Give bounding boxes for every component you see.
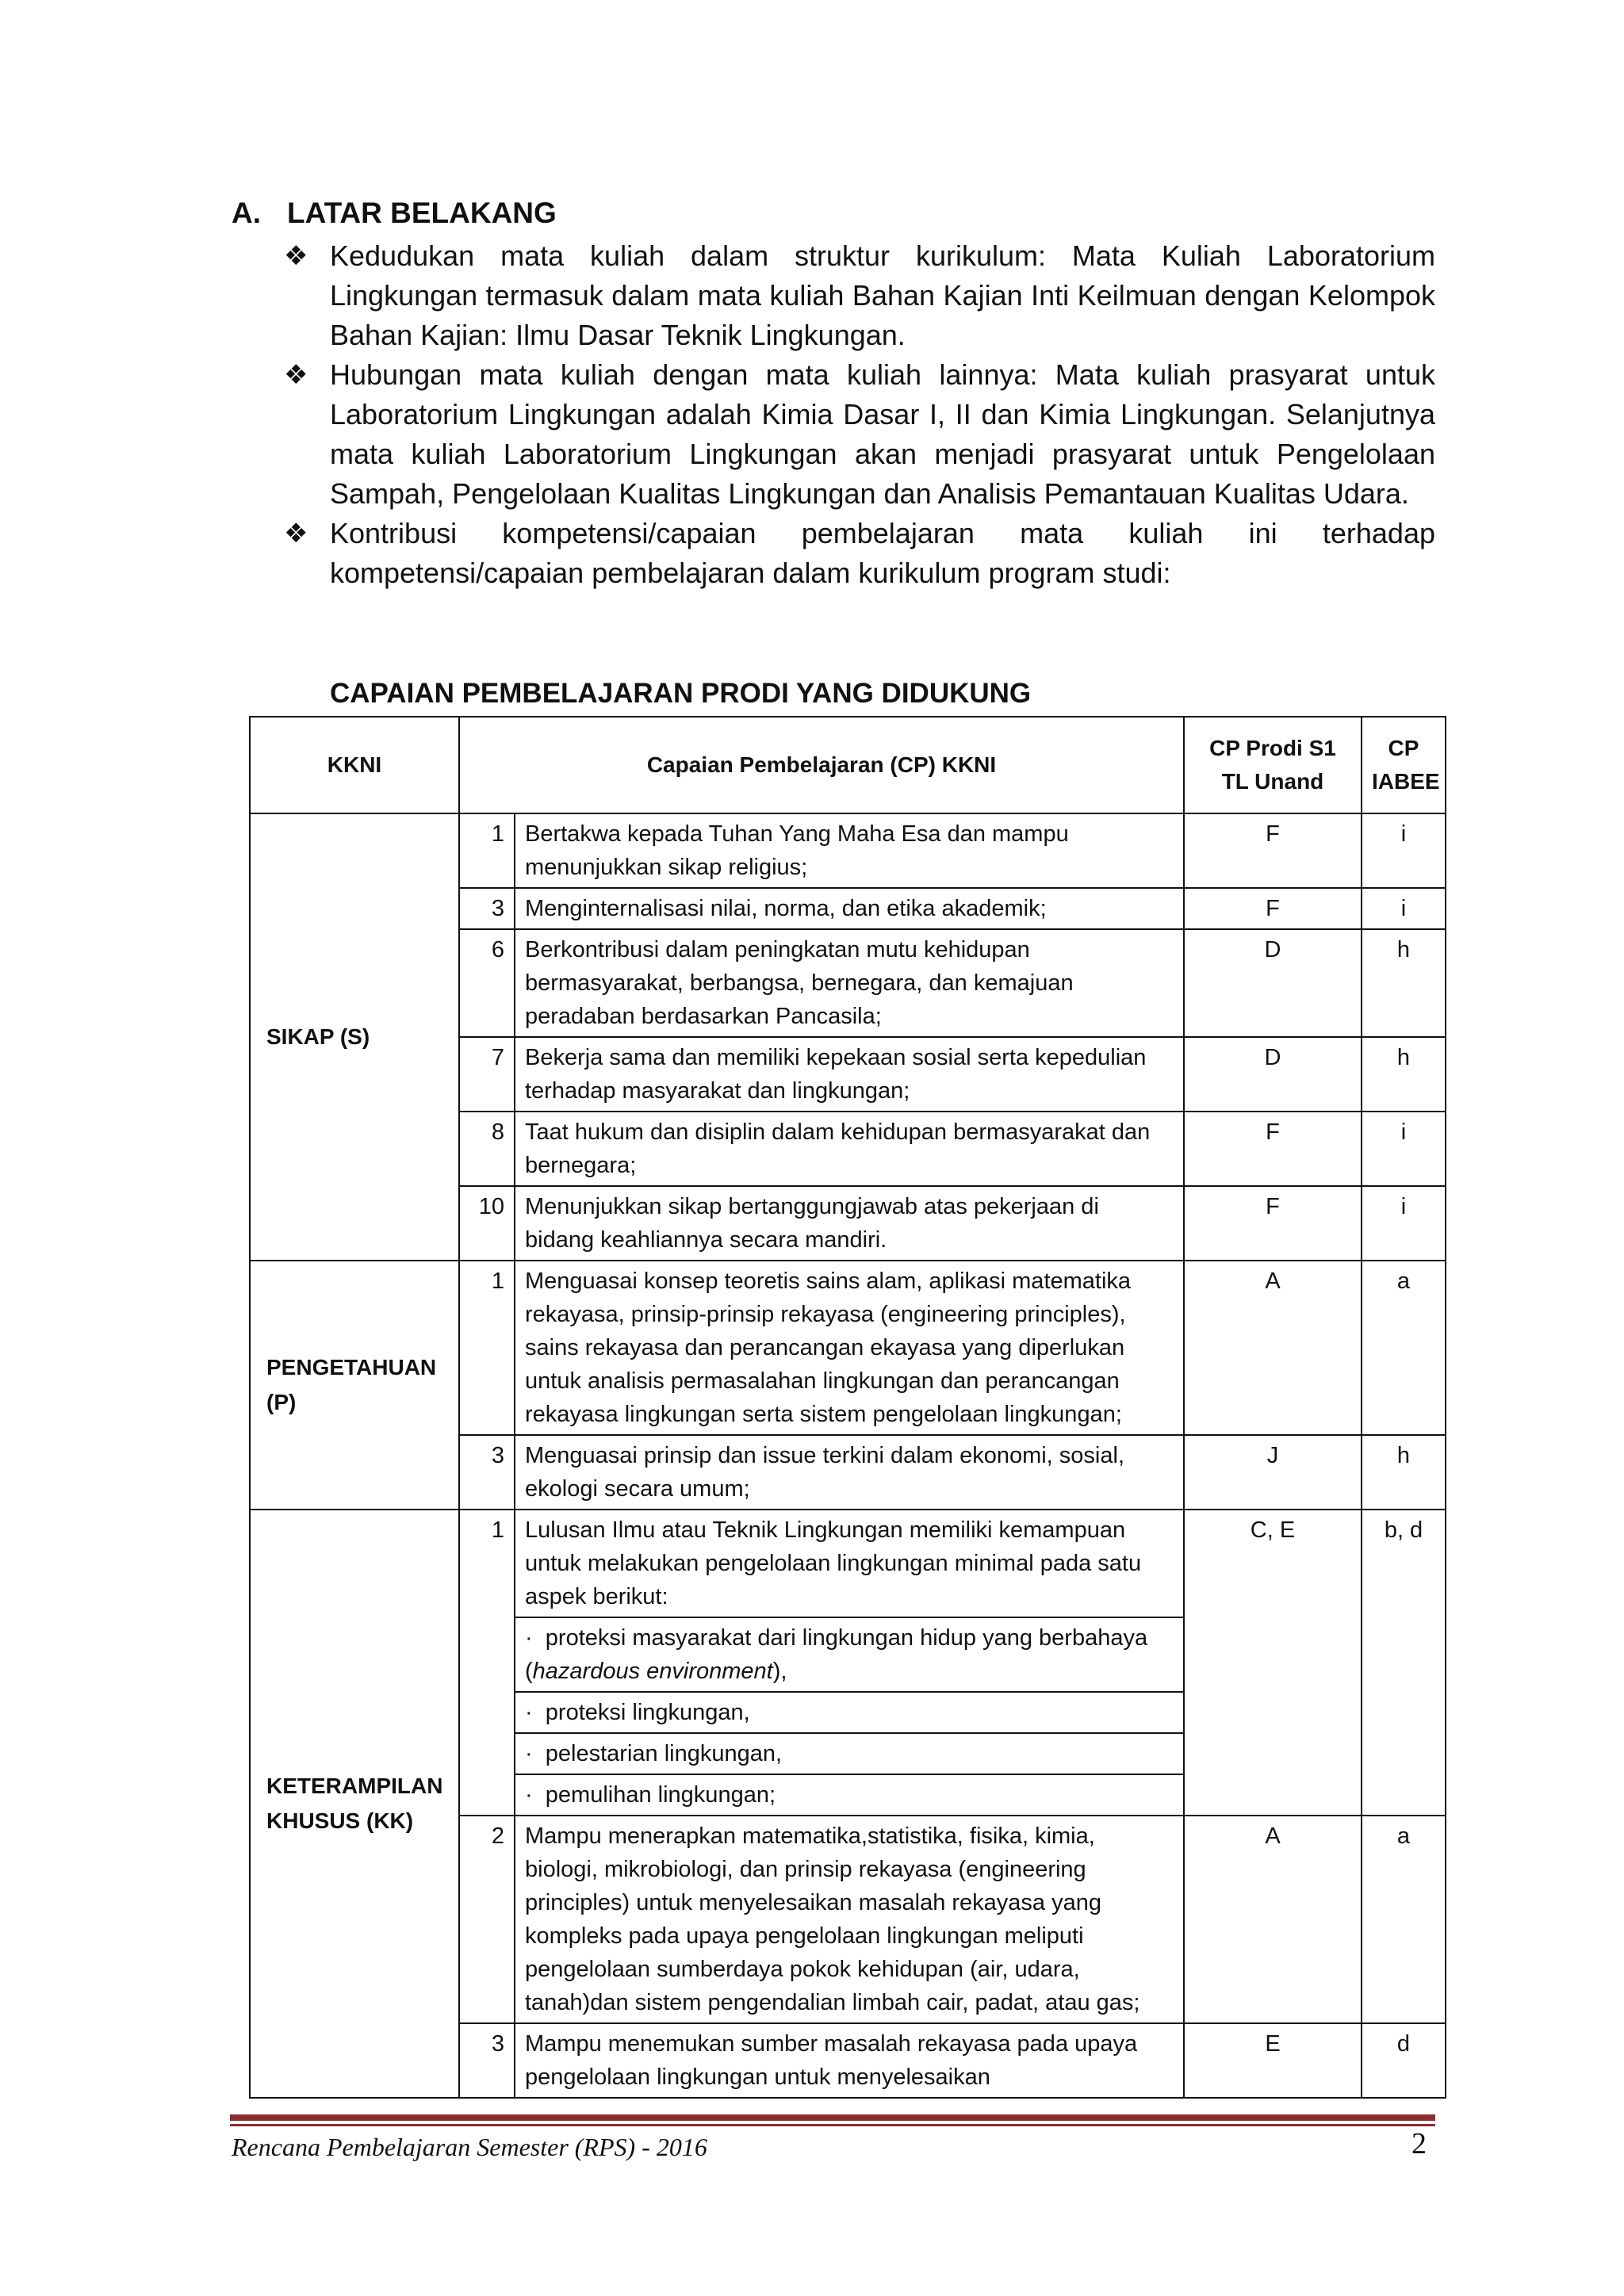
table-row (250, 1261, 1446, 1435)
row-description: Menunjukkan sikap bertanggungjawab atas pekerjaan di bidang keahliannya secara mandiri. (515, 1186, 1184, 1261)
row-description: Lulusan Ilmu atau Teknik Lingkungan memiliki kemampuan untuk melakukan pengelolaan lingkungan minimal pada satu aspek berikut: (515, 1510, 1184, 1617)
row-number: 10 (459, 1186, 515, 1261)
row-number: 1 (459, 1510, 515, 1816)
cp-table (249, 716, 1446, 2099)
header-cp-prodi-line2: TL Unand (1221, 769, 1324, 794)
sub-item-description (515, 1733, 1184, 1774)
section-title: LATAR BELAKANG (287, 197, 557, 229)
row-number: 1 (459, 1261, 515, 1435)
diamond-bullet-icon: ❖ (284, 241, 308, 271)
section-heading (232, 197, 557, 230)
row-description: Mampu menemukan sumber masalah rekayasa pada upaya pengelolaan lingkungan untuk menyelesaikan (515, 2023, 1184, 2098)
row-cp-iabee: i (1362, 1186, 1446, 1261)
row-cp-prodi: F (1184, 1112, 1362, 1186)
row-cp-iabee: b, d (1362, 1510, 1446, 1816)
bullet-text: Hubungan mata kuliah dengan mata kuliah lainnya: Mata kuliah prasyarat untuk Laboratorium Lingkungan adalah Kimia Dasar I, II dan Kimia Lingkungan. Selanjutnya mata kuliah Laboratorium Lingkungan akan menjadi prasyarat untuk Pengelolaan Sampah, Pengelolaan Kualitas Lingkungan dan Analisis Pemantauan Kualitas Udara. (330, 358, 1435, 510)
row-number: 6 (459, 929, 515, 1037)
group-pengetahuan-line2: (P) (266, 1390, 297, 1414)
row-number: 1 (459, 813, 515, 888)
sub-item-text: pelestarian lingkungan, (545, 1741, 783, 1766)
dot-bullet-icon: · (525, 1782, 533, 1808)
group-keterampilan-line2: KHUSUS (KK) (266, 1808, 414, 1833)
bullet-item (284, 355, 1435, 514)
dot-bullet-icon: · (525, 1625, 533, 1651)
row-description: Taat hukum dan disiplin dalam kehidupan bermasyarakat dan bernegara; (515, 1112, 1184, 1186)
section-letter: A. (232, 197, 261, 229)
row-cp-iabee: d (1362, 2023, 1446, 2098)
row-description: Menguasai prinsip dan issue terkini dalam ekonomi, sosial, ekologi secara umum; (515, 1435, 1184, 1510)
row-number: 3 (459, 1435, 515, 1510)
sub-item-description (515, 1774, 1184, 1816)
row-cp-iabee: i (1362, 1112, 1446, 1186)
diamond-bullet-icon: ❖ (284, 360, 308, 390)
header-cp-prodi (1184, 717, 1362, 813)
row-cp-prodi: E (1184, 2023, 1362, 2098)
row-cp-prodi: J (1184, 1435, 1362, 1510)
bullet-text: Kontribusi kompetensi/capaian pembelajaran mata kuliah ini terhadap kompetensi/capaian pembelajaran dalam kurikulum program studi: (330, 517, 1435, 589)
row-cp-iabee: h (1362, 929, 1446, 1037)
row-cp-prodi: A (1184, 1816, 1362, 2023)
group-keterampilan-line1: KETERAMPILAN (266, 1774, 443, 1798)
group-pengetahuan-line1: PENGETAHUAN (266, 1355, 437, 1380)
row-number: 8 (459, 1112, 515, 1186)
header-cp-iabee-line1: CP (1388, 736, 1419, 760)
bullet-item (284, 514, 1435, 593)
bullet-list (284, 236, 1435, 593)
footer-rule-thick (230, 2114, 1435, 2121)
dot-bullet-icon: · (525, 1700, 533, 1725)
row-description: Bekerja sama dan memiliki kepekaan sosial serta kepedulian terhadap masyarakat dan lingkungan; (515, 1037, 1184, 1112)
row-cp-iabee: i (1362, 813, 1446, 888)
row-description: Menguasai konsep teoretis sains alam, aplikasi matematika rekayasa, prinsip-prinsip rekayasa (engineering principles), sains rekayasa dan perancangan ekayasa yang diperlukan untuk analisis permasalahan lingkungan dan perancangan rekayasa lingkungan serta sistem pengelolaan lingkungan; (515, 1261, 1184, 1435)
header-cp-kkni: Capaian Pembelajaran (CP) KKNI (459, 717, 1184, 813)
bullet-text: Kedudukan mata kuliah dalam struktur kurikulum: Mata Kuliah Laboratorium Lingkungan termasuk dalam mata kuliah Bahan Kajian Inti Keilmuan dengan Kelompok Bahan Kajian: Ilmu Dasar Teknik Lingkungan. (330, 239, 1435, 351)
row-description: Mampu menerapkan matematika,statistika, fisika, kimia, biologi, mikrobiologi, dan prinsip rekayasa (engineering principles) untuk menyelesaikan masalah rekayasa yang kompleks pada upaya pengelolaan lingkungan meliputi pengelolaan sumberdaya pokok kehidupan (air, udara, tanah)dan sistem pengendalian limbah cair, padat, atau gas; (515, 1816, 1184, 2023)
row-cp-prodi: D (1184, 929, 1362, 1037)
group-keterampilan-khusus (250, 1510, 459, 2098)
table-header-row (250, 717, 1446, 813)
footer-title: Rencana Pembelajaran Semester (RPS) - 2016 (232, 2133, 707, 2161)
row-number: 3 (459, 888, 515, 929)
dot-bullet-icon: · (525, 1741, 533, 1766)
row-cp-prodi: F (1184, 888, 1362, 929)
diamond-bullet-icon: ❖ (284, 519, 308, 549)
row-number: 2 (459, 1816, 515, 2023)
row-cp-prodi: F (1184, 813, 1362, 888)
header-cp-prodi-line1: CP Prodi S1 (1209, 736, 1336, 760)
row-number: 7 (459, 1037, 515, 1112)
header-cp-iabee (1362, 717, 1446, 813)
page-number: 2 (1411, 2127, 1427, 2160)
sub-item-description (515, 1692, 1184, 1733)
sub-item-text: pemulihan lingkungan; (545, 1782, 776, 1808)
table-row (250, 1510, 1446, 1617)
row-description: Berkontribusi dalam peningkatan mutu kehidupan bermasyarakat, berbangsa, bernegara, dan kemajuan peradaban berdasarkan Pancasila; (515, 929, 1184, 1037)
bullet-item (284, 236, 1435, 355)
row-cp-prodi: F (1184, 1186, 1362, 1261)
header-cp-iabee-line2: IABEE (1372, 769, 1440, 794)
row-cp-iabee: a (1362, 1816, 1446, 2023)
group-sikap: SIKAP (S) (250, 813, 459, 1261)
table-row (250, 813, 1446, 888)
sub-item-text: proteksi masyarakat dari lingkungan hidup yang berbahaya ( (525, 1625, 1148, 1684)
row-cp-prodi: A (1184, 1261, 1362, 1435)
sub-item-italic-term: hazardous environment (532, 1659, 773, 1684)
row-description: Bertakwa kepada Tuhan Yang Maha Esa dan mampu menunjukkan sikap religius; (515, 813, 1184, 888)
row-description: Menginternalisasi nilai, norma, dan etika akademik; (515, 888, 1184, 929)
sub-item-text-end: ), (772, 1659, 787, 1684)
row-cp-iabee: h (1362, 1435, 1446, 1510)
group-pengetahuan (250, 1261, 459, 1510)
row-number: 3 (459, 2023, 515, 2098)
footer-rule-thin (230, 2124, 1435, 2126)
sub-item-text: proteksi lingkungan, (545, 1700, 750, 1725)
sub-item-description (515, 1617, 1184, 1692)
row-cp-prodi: D (1184, 1037, 1362, 1112)
row-cp-prodi: C, E (1184, 1510, 1362, 1816)
row-cp-iabee: i (1362, 888, 1446, 929)
header-kkni: KKNI (250, 717, 459, 813)
row-cp-iabee: a (1362, 1261, 1446, 1435)
cp-table-title: CAPAIAN PEMBELAJARAN PRODI YANG DIDUKUNG (330, 678, 1032, 709)
row-cp-iabee: h (1362, 1037, 1446, 1112)
